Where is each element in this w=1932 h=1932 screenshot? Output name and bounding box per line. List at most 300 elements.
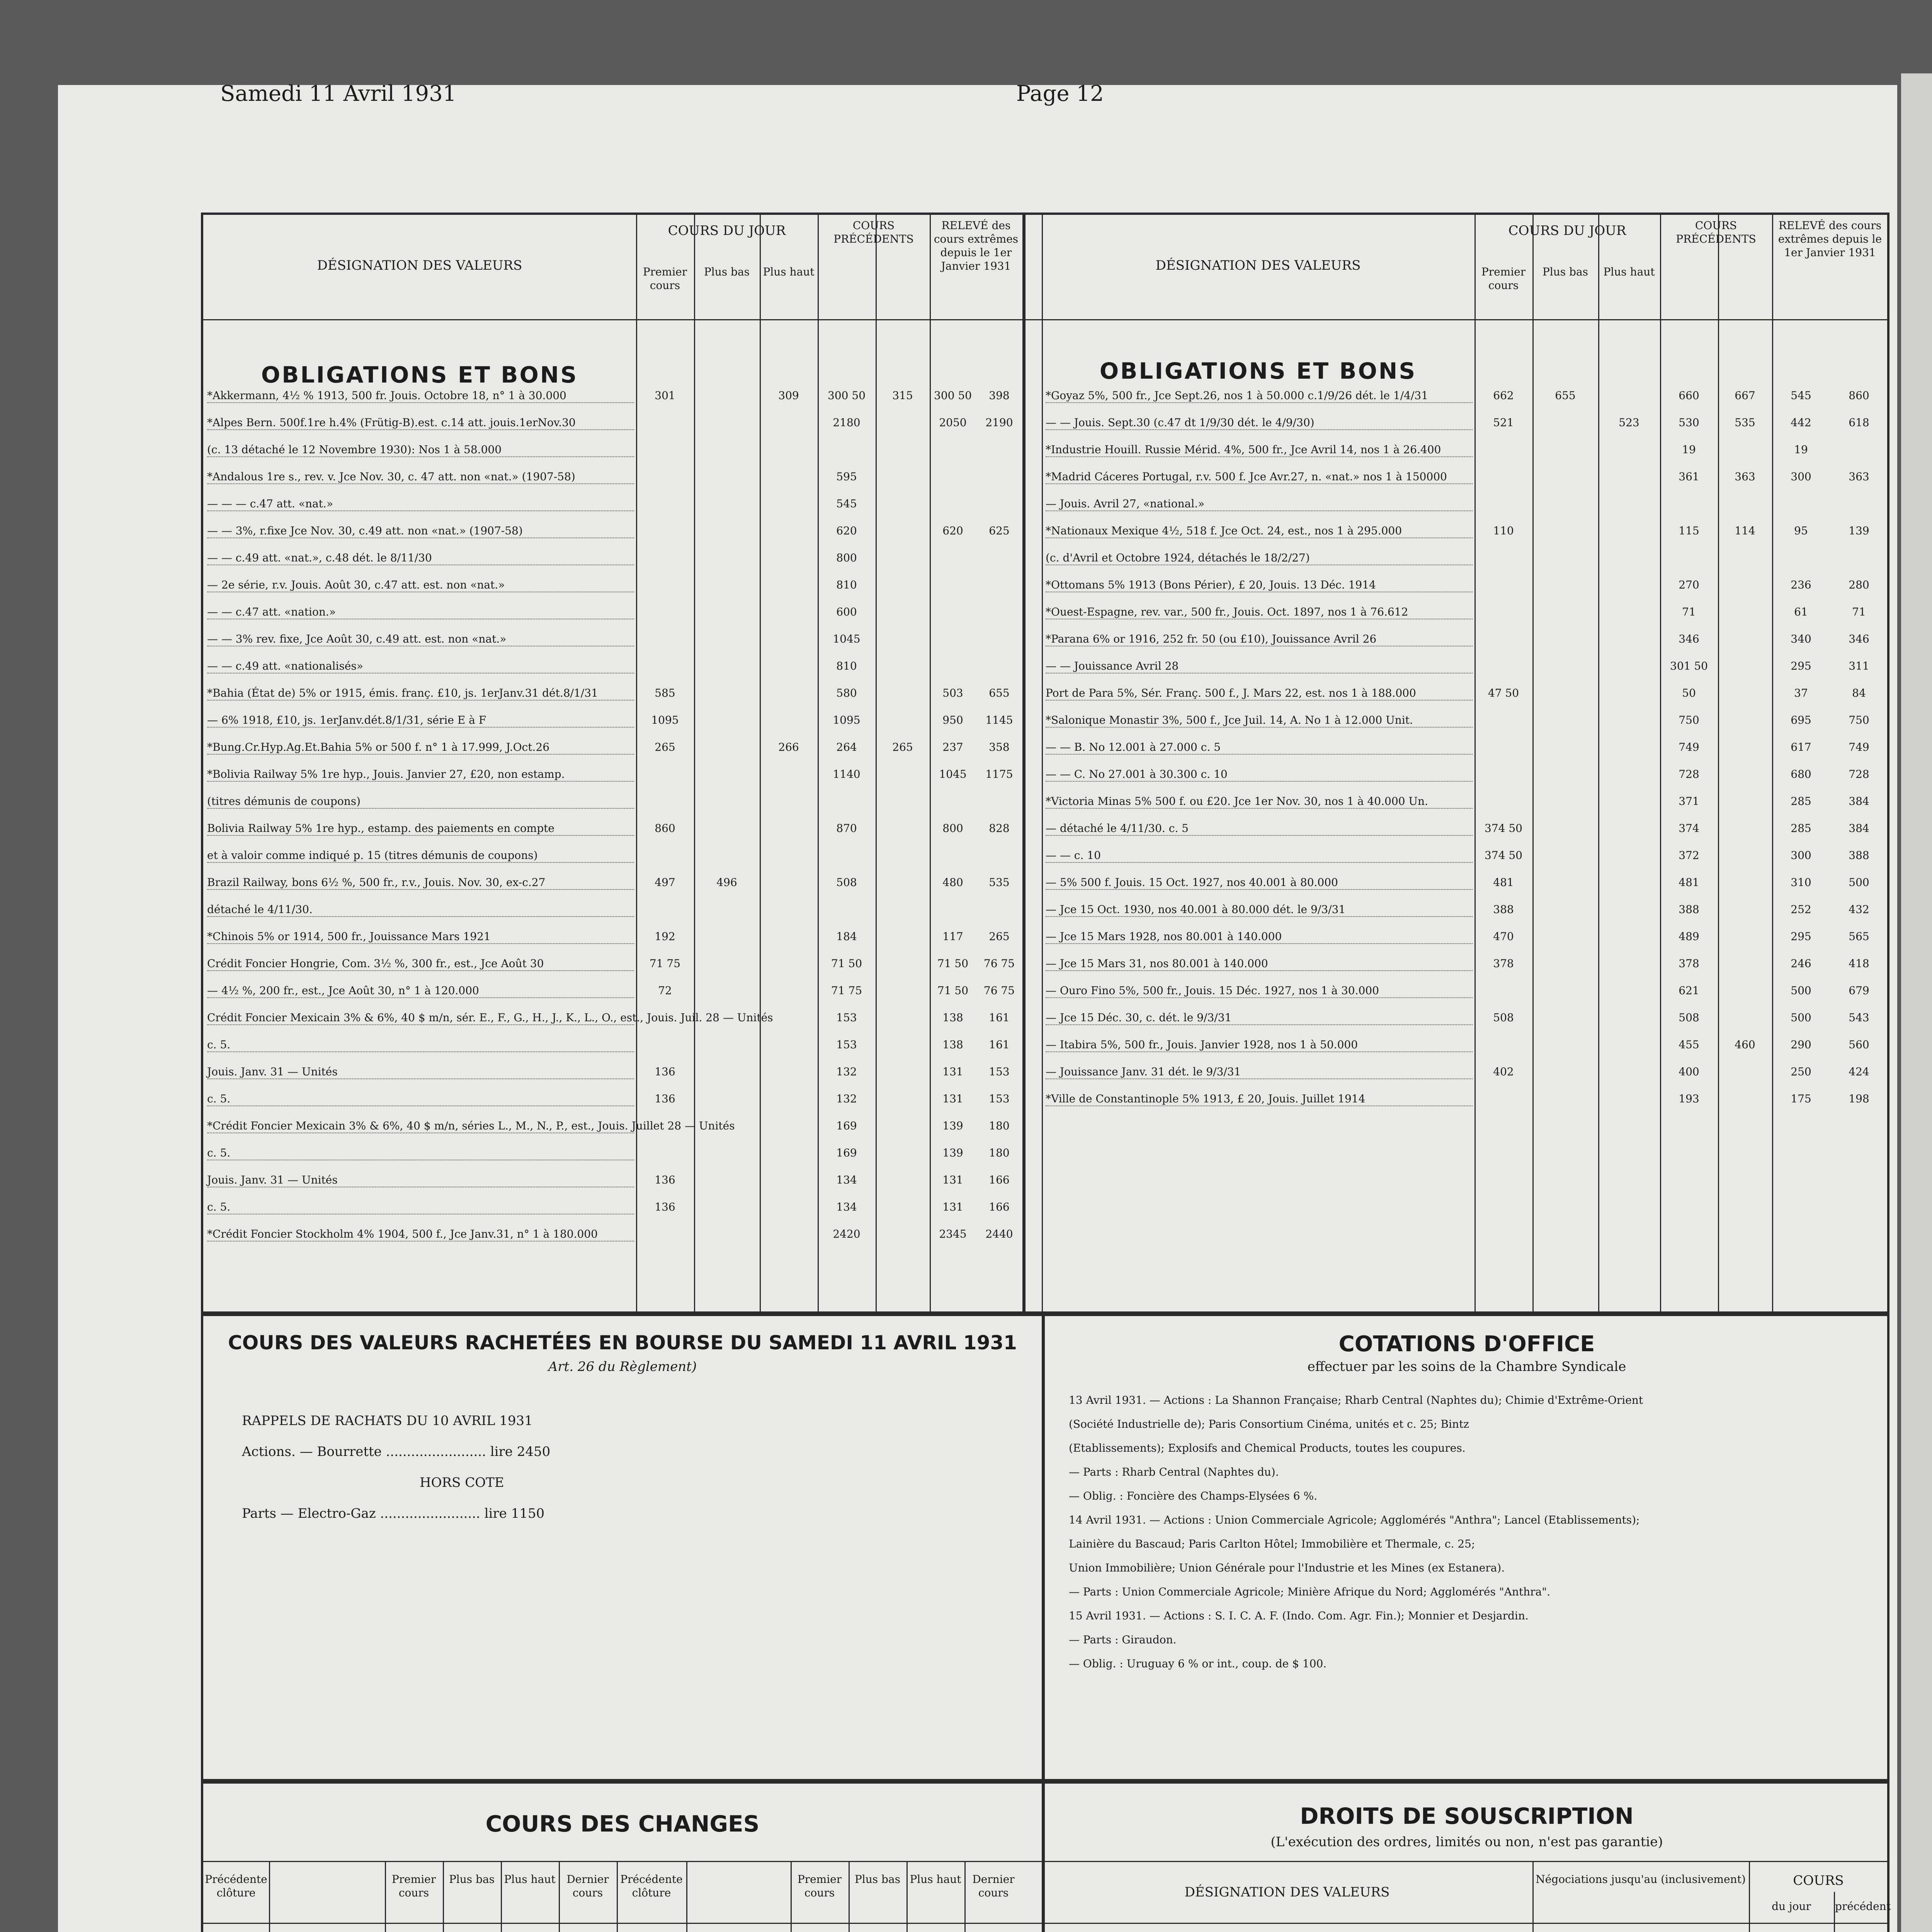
bond-value: 500 bbox=[1791, 984, 1811, 997]
rachats-cotations-block bbox=[201, 1314, 1889, 1781]
bond-value: 398 bbox=[989, 389, 1010, 402]
bond-name: — — 3%, r.fixe Jce Nov. 30, c.49 att. non «nat.» (1907-58) bbox=[207, 524, 634, 538]
bond-value: 481 bbox=[1493, 876, 1514, 889]
bond-value: 810 bbox=[836, 660, 857, 672]
bond-name: — Jce 15 Mars 1928, nos 80.001 à 140.000 bbox=[1046, 930, 1473, 944]
bond-name: — Ouro Fino 5%, 500 fr., Jouis. 15 Déc. 1927, nos 1 à 30.000 bbox=[1046, 984, 1473, 998]
cotation-line: Union Immobilière; Union Générale pour l'Industrie et les Mines (ex Estanera). bbox=[1069, 1561, 1505, 1574]
bond-name: et à valoir comme indiqué p. 15 (titres démunis de coupons) bbox=[207, 849, 634, 863]
bond-value: 749 bbox=[1679, 741, 1699, 753]
bond-value: 310 bbox=[1791, 876, 1811, 889]
bond-value: 76 75 bbox=[983, 984, 1015, 997]
bond-name: Jouis. Janv. 31 — Unités bbox=[207, 1065, 634, 1079]
bond-value: 300 50 bbox=[828, 389, 866, 402]
bond-value: 295 bbox=[1791, 660, 1811, 672]
bond-value: 300 bbox=[1791, 470, 1811, 483]
sousc-col-jour: du jour bbox=[1772, 1900, 1811, 1913]
bond-value: 47 50 bbox=[1488, 687, 1519, 699]
bond-value: 384 bbox=[1849, 822, 1869, 835]
bond-value: 374 50 bbox=[1485, 822, 1522, 835]
bond-value: 131 bbox=[942, 1173, 963, 1186]
bond-value: 508 bbox=[1679, 1011, 1699, 1024]
left-premier-header: Premier cours bbox=[643, 265, 687, 292]
bond-value: 424 bbox=[1849, 1065, 1869, 1078]
bond-value: 418 bbox=[1849, 957, 1869, 970]
cotation-line: Lainière du Bascaud; Paris Carlton Hôtel; Immobilière et Thermale, c. 25; bbox=[1069, 1537, 1475, 1550]
bond-value: 2180 bbox=[833, 416, 861, 429]
bond-name: Brazil Railway, bons 6½ %, 500 fr., r.v., Jouis. Nov. 30, ex-c.27 bbox=[207, 876, 634, 890]
bond-value: 193 bbox=[1679, 1092, 1699, 1105]
bond-value: 1095 bbox=[833, 714, 861, 726]
bond-value: 285 bbox=[1791, 822, 1811, 835]
bond-value: 153 bbox=[836, 1011, 857, 1024]
bond-name: *Victoria Minas 5% 500 f. ou £20. Jce 1er Nov. 30, nos 1 à 40.000 Un. bbox=[1046, 794, 1473, 809]
right-cours-jour-header: COURS DU JOUR bbox=[1508, 223, 1626, 238]
bond-value: 508 bbox=[836, 876, 857, 889]
bond-value: 388 bbox=[1493, 903, 1514, 916]
changes-col-header-right: Plus bas bbox=[854, 1873, 901, 1886]
bond-name: Jouis. Janv. 31 — Unités bbox=[207, 1173, 634, 1187]
left-cours-jour-header: COURS DU JOUR bbox=[668, 223, 786, 238]
bond-value: 300 50 bbox=[934, 389, 972, 402]
bond-value: 115 bbox=[1679, 524, 1699, 537]
sousc-col-designation: DÉSIGNATION DES VALEURS bbox=[1184, 1884, 1390, 1900]
bond-value: 139 bbox=[942, 1119, 963, 1132]
bond-name: — — C. No 27.001 à 30.300 c. 10 bbox=[1046, 767, 1473, 782]
rachat-subtitle: Art. 26 du Règlement) bbox=[548, 1359, 697, 1374]
changes-col-header: Plus haut bbox=[504, 1873, 556, 1886]
bond-value: 136 bbox=[655, 1092, 675, 1105]
right-section-title: OBLIGATIONS ET BONS bbox=[1099, 358, 1417, 384]
bond-name: — 5% 500 f. Jouis. 15 Oct. 1927, nos 40.001 à 80.000 bbox=[1046, 876, 1473, 890]
bond-value: 61 bbox=[1794, 605, 1808, 618]
bond-name: — Jce 15 Déc. 30, c. dét. le 9/3/31 bbox=[1046, 1011, 1473, 1025]
bond-value: 371 bbox=[1679, 795, 1699, 808]
bond-value: 71 bbox=[1682, 605, 1696, 618]
bond-value: 250 bbox=[1791, 1065, 1811, 1078]
right-cours-prec-header: COURS PRÉCÉDENTS bbox=[1676, 219, 1756, 245]
bond-value: 363 bbox=[1735, 470, 1755, 483]
bond-value: 180 bbox=[989, 1146, 1010, 1159]
rachat-line-2: Parts — Electro-Gaz ........................ lire 1150 bbox=[242, 1506, 545, 1521]
bond-name: *Alpes Bern. 500f.1re h.4% (Frütig-B).est. c.14 att. jouis.1erNov.30 bbox=[207, 416, 634, 430]
bond-value: 374 bbox=[1679, 822, 1699, 835]
changes-col-header: Premier cours bbox=[391, 1873, 436, 1899]
bond-value: 680 bbox=[1791, 768, 1811, 781]
bond-value: 153 bbox=[989, 1065, 1010, 1078]
bond-value: 71 50 bbox=[831, 957, 862, 970]
bond-value: 728 bbox=[1679, 768, 1699, 781]
bond-value: 358 bbox=[989, 741, 1010, 753]
bond-value: 264 bbox=[836, 741, 857, 753]
bond-value: 810 bbox=[836, 578, 857, 591]
bond-value: 175 bbox=[1791, 1092, 1811, 1105]
bond-value: 442 bbox=[1791, 416, 1811, 429]
bond-value: 400 bbox=[1679, 1065, 1699, 1078]
bond-value: 1140 bbox=[833, 768, 861, 781]
bond-name: *Bung.Cr.Hyp.Ag.Et.Bahia 5% or 500 f. n° 1 à 17.999, J.Oct.26 bbox=[207, 740, 634, 755]
cotation-line: — Parts : Rharb Central (Naphtes du). bbox=[1069, 1466, 1279, 1478]
right-releve-header: RELEVÉ des cours extrêmes depuis le 1er Janvier 1931 bbox=[1778, 219, 1882, 259]
bond-value: 300 bbox=[1791, 849, 1811, 862]
bond-value: 71 50 bbox=[937, 957, 969, 970]
cotation-line: — Oblig. : Uruguay 6 % or int., coup. de $ 100. bbox=[1069, 1657, 1327, 1670]
bond-value: 246 bbox=[1791, 957, 1811, 970]
bond-name: *Industrie Houill. Russie Mérid. 4%, 500 fr., Jce Avril 14, nos 1 à 26.400 bbox=[1046, 443, 1473, 457]
bond-value: 545 bbox=[1791, 389, 1811, 402]
bond-value: 161 bbox=[989, 1011, 1010, 1024]
bond-value: 545 bbox=[836, 497, 857, 510]
bond-name: *Bahia (État de) 5% or 1915, émis. franç. £10, js. 1erJanv.31 dét.8/1/31 bbox=[207, 686, 634, 701]
bond-name: Bolivia Railway 5% 1re hyp., estamp. des paiements en compte bbox=[207, 821, 634, 836]
bond-name: — 4½ %, 200 fr., est., Jce Août 30, n° 1 à 120.000 bbox=[207, 984, 634, 998]
sousc-col-negociations: Négociations jusqu'au (inclusivement) bbox=[1536, 1873, 1746, 1886]
bond-value: 750 bbox=[1849, 714, 1869, 726]
bond-value: 192 bbox=[655, 930, 675, 943]
bond-value: 1175 bbox=[985, 768, 1013, 781]
sousc-col-precedent: précédent bbox=[1835, 1900, 1891, 1913]
cotation-line: — Parts : Giraudon. bbox=[1069, 1633, 1177, 1646]
bond-value: 290 bbox=[1791, 1038, 1811, 1051]
bond-value: 618 bbox=[1849, 416, 1869, 429]
bond-value: 800 bbox=[942, 822, 963, 835]
bond-name: *Salonique Monastir 3%, 500 f., Jce Juil. 14, A. No 1 à 12.000 Unit. bbox=[1046, 713, 1473, 728]
bond-value: 139 bbox=[1849, 524, 1869, 537]
bond-value: 166 bbox=[989, 1173, 1010, 1186]
bond-value: 500 bbox=[1849, 876, 1869, 889]
bond-value: 340 bbox=[1791, 633, 1811, 645]
bond-value: 311 bbox=[1849, 660, 1869, 672]
bond-name: — détaché le 4/11/30. c. 5 bbox=[1046, 821, 1473, 836]
bond-value: 117 bbox=[942, 930, 963, 943]
bond-value: 110 bbox=[1493, 524, 1514, 537]
bond-name: — — Jouis. Sept.30 (c.47 dt 1/9/30 dét. le 4/9/30) bbox=[1046, 416, 1473, 430]
bond-value: 2050 bbox=[939, 416, 967, 429]
bond-name: *Parana 6% or 1916, 252 fr. 50 (ou £10), Jouissance Avril 26 bbox=[1046, 632, 1473, 646]
bond-name: c. 5. bbox=[207, 1146, 634, 1160]
bond-value: 265 bbox=[892, 741, 913, 753]
bond-value: 870 bbox=[836, 822, 857, 835]
cotation-line: 15 Avril 1931. — Actions : S. I. C. A. F. (Indo. Com. Agr. Fin.); Monnier et Desjardin. bbox=[1069, 1609, 1529, 1622]
bond-value: 285 bbox=[1791, 795, 1811, 808]
bond-value: 301 bbox=[655, 389, 675, 402]
bond-value: 153 bbox=[989, 1092, 1010, 1105]
bond-name: *Chinois 5% or 1914, 500 fr., Jouissance Mars 1921 bbox=[207, 930, 634, 944]
bond-value: 361 bbox=[1679, 470, 1699, 483]
bond-value: 667 bbox=[1735, 389, 1755, 402]
bond-value: 136 bbox=[655, 1201, 675, 1213]
bond-value: 585 bbox=[655, 687, 675, 699]
bond-name: *Nationaux Mexique 4½, 518 f. Jce Oct. 24, est., nos 1 à 295.000 bbox=[1046, 524, 1473, 538]
bond-value: 728 bbox=[1849, 768, 1869, 781]
bond-name: *Crédit Foncier Mexicain 3% & 6%, 40 $ m/n, séries L., M., N., P., est., Jouis. Juillet 28 — Unités bbox=[207, 1119, 634, 1133]
changes-col-header: Plus bas bbox=[449, 1873, 495, 1886]
cotations-subtitle: effectuer par les soins de la Chambre Syndicale bbox=[1307, 1359, 1626, 1374]
bond-value: 265 bbox=[655, 741, 675, 753]
header-date: Samedi 11 Avril 1931 bbox=[220, 81, 457, 106]
bond-name: — — B. No 12.001 à 27.000 c. 5 bbox=[1046, 740, 1473, 755]
bond-name: (c. d'Avril et Octobre 1924, détachés le 18/2/27) bbox=[1046, 551, 1473, 565]
bond-name: *Ouest-Espagne, rev. var., 500 fr., Jouis. Oct. 1897, nos 1 à 76.612 bbox=[1046, 605, 1473, 619]
cotations-title: COTATIONS D'OFFICE bbox=[1338, 1332, 1595, 1357]
bond-name: — — — c.47 att. «nat.» bbox=[207, 497, 634, 511]
bond-name: Port de Para 5%, Sér. Franç. 500 f., J. Mars 22, est. nos 1 à 188.000 bbox=[1046, 686, 1473, 701]
bond-value: 388 bbox=[1679, 903, 1699, 916]
bond-value: 2440 bbox=[985, 1228, 1013, 1240]
bond-value: 535 bbox=[1735, 416, 1755, 429]
bond-name: c. 5. bbox=[207, 1038, 634, 1052]
bond-value: 295 bbox=[1791, 930, 1811, 943]
bond-value: 625 bbox=[989, 524, 1010, 537]
bond-value: 455 bbox=[1679, 1038, 1699, 1051]
bond-value: 384 bbox=[1849, 795, 1869, 808]
adjacent-page-edge bbox=[1901, 73, 1932, 1932]
bond-name: c. 5. bbox=[207, 1092, 634, 1106]
cotation-line: 13 Avril 1931. — Actions : La Shannon Française; Rharb Central (Naphtes du); Chimie d'Extrême-Orient bbox=[1069, 1394, 1643, 1406]
bond-name: — — 3% rev. fixe, Jce Août 30, c.49 att. est. non «nat.» bbox=[207, 632, 634, 646]
bond-value: 565 bbox=[1849, 930, 1869, 943]
bond-value: 543 bbox=[1849, 1011, 1869, 1024]
bond-value: 521 bbox=[1493, 416, 1514, 429]
bond-value: 378 bbox=[1493, 957, 1514, 970]
bond-name: (c. 13 détaché le 12 Novembre 1930): Nos 1 à 58.000 bbox=[207, 443, 634, 457]
bond-name: — Itabira 5%, 500 fr., Jouis. Janvier 1928, nos 1 à 50.000 bbox=[1046, 1038, 1473, 1052]
main-quotation-table bbox=[201, 213, 1889, 1314]
bond-value: 523 bbox=[1619, 416, 1639, 429]
bond-name: *Crédit Foncier Stockholm 4% 1904, 500 f., Jce Janv.31, n° 1 à 180.000 bbox=[207, 1227, 634, 1242]
bond-value: 19 bbox=[1682, 443, 1696, 456]
bond-name: *Ottomans 5% 1913 (Bons Périer), £ 20, Jouis. 13 Déc. 1914 bbox=[1046, 578, 1473, 592]
bond-value: 497 bbox=[655, 876, 675, 889]
left-section-title: OBLIGATIONS ET BONS bbox=[261, 362, 578, 388]
changes-col-header-right: Précédente clôture bbox=[620, 1873, 683, 1899]
bond-value: 198 bbox=[1849, 1092, 1869, 1105]
cotation-line: — Oblig. : Foncière des Champs-Elysées 6 %. bbox=[1069, 1490, 1318, 1502]
bond-value: 136 bbox=[655, 1173, 675, 1186]
bond-value: 1045 bbox=[833, 633, 861, 645]
right-plushaut-header: Plus haut bbox=[1603, 265, 1655, 278]
bond-value: 71 75 bbox=[831, 984, 862, 997]
bond-value: 114 bbox=[1735, 524, 1755, 537]
bond-name: *Ville de Constantinople 5% 1913, £ 20, Jouis. Juillet 1914 bbox=[1046, 1092, 1473, 1106]
bond-value: 620 bbox=[942, 524, 963, 537]
bond-value: 301 50 bbox=[1670, 660, 1708, 672]
left-designation-header: DÉSIGNATION DES VALEURS bbox=[317, 258, 522, 273]
bond-name: — — c.49 att. «nat.», c.48 dét. le 8/11/30 bbox=[207, 551, 634, 565]
bond-value: 169 bbox=[836, 1146, 857, 1159]
bond-value: 621 bbox=[1679, 984, 1699, 997]
bond-value: 655 bbox=[1555, 389, 1576, 402]
bond-name: détaché le 4/11/30. bbox=[207, 903, 634, 917]
bond-value: 131 bbox=[942, 1065, 963, 1078]
left-releve-header: RELEVÉ des cours extrêmes depuis le 1er Janvier 1931 bbox=[934, 219, 1019, 272]
changes-col-header-right: Premier cours bbox=[797, 1873, 842, 1899]
right-designation-header: DÉSIGNATION DES VALEURS bbox=[1155, 258, 1361, 273]
bond-value: 19 bbox=[1794, 443, 1808, 456]
bond-value: 950 bbox=[942, 714, 963, 726]
rachat-title: COURS DES VALEURS RACHETÉES EN BOURSE DU SAMEDI 11 AVRIL 1931 bbox=[228, 1332, 1017, 1354]
bond-name: Crédit Foncier Hongrie, Com. 3½ %, 300 fr., est., Jce Août 30 bbox=[207, 957, 634, 971]
bond-value: 37 bbox=[1794, 687, 1808, 699]
bond-value: 750 bbox=[1679, 714, 1699, 726]
bond-value: 237 bbox=[942, 741, 963, 753]
bond-name: c. 5. bbox=[207, 1200, 634, 1214]
bond-value: 560 bbox=[1849, 1038, 1869, 1051]
bond-value: 655 bbox=[989, 687, 1010, 699]
bond-value: 180 bbox=[989, 1119, 1010, 1132]
bond-value: 460 bbox=[1735, 1038, 1755, 1051]
bond-name: *Madrid Cáceres Portugal, r.v. 500 f. Jce Avr.27, n. «nat.» nos 1 à 150000 bbox=[1046, 470, 1473, 484]
bond-value: 346 bbox=[1679, 633, 1699, 645]
bond-value: 508 bbox=[1493, 1011, 1514, 1024]
bond-value: 2345 bbox=[939, 1228, 967, 1240]
bond-value: 132 bbox=[836, 1092, 857, 1105]
bond-value: 530 bbox=[1679, 416, 1699, 429]
changes-col-header-right: Plus haut bbox=[910, 1873, 961, 1886]
cotation-line: 14 Avril 1931. — Actions : Union Commerciale Agricole; Agglomérés "Anthra"; Lancel (Etablissements); bbox=[1069, 1514, 1640, 1526]
bond-value: 363 bbox=[1849, 470, 1869, 483]
bond-value: 828 bbox=[989, 822, 1010, 835]
changes-title: COURS DES CHANGES bbox=[485, 1811, 760, 1837]
bond-value: 388 bbox=[1849, 849, 1869, 862]
bond-value: 315 bbox=[892, 389, 913, 402]
bond-value: 378 bbox=[1679, 957, 1699, 970]
bond-value: 481 bbox=[1679, 876, 1699, 889]
rachat-line-1: Actions. — Bourrette ........................ lire 2450 bbox=[242, 1444, 551, 1459]
bond-name: — Jce 15 Oct. 1930, nos 40.001 à 80.000 dét. le 9/3/31 bbox=[1046, 903, 1473, 917]
bond-value: 265 bbox=[989, 930, 1010, 943]
bond-value: 480 bbox=[942, 876, 963, 889]
bond-name: — — c.47 att. «nation.» bbox=[207, 605, 634, 619]
bond-value: 138 bbox=[942, 1011, 963, 1024]
bond-value: 50 bbox=[1682, 687, 1696, 699]
left-plusbas-header: Plus bas bbox=[704, 265, 750, 278]
bond-value: 131 bbox=[942, 1092, 963, 1105]
cotation-line: (Société Industrielle de); Paris Consortium Cinéma, unités et c. 25; Bintz bbox=[1069, 1418, 1469, 1430]
sousc-col-cours: COURS bbox=[1793, 1873, 1844, 1888]
bond-value: 139 bbox=[942, 1146, 963, 1159]
bond-name: — 6% 1918, £10, js. 1erJanv.dét.8/1/31, série E à F bbox=[207, 713, 634, 728]
bond-value: 153 bbox=[836, 1038, 857, 1051]
bond-value: 860 bbox=[1849, 389, 1869, 402]
bond-value: 84 bbox=[1852, 687, 1866, 699]
bond-value: 270 bbox=[1679, 578, 1699, 591]
bond-name: — Jouis. Avril 27, «national.» bbox=[1046, 497, 1473, 511]
right-premier-header: Premier cours bbox=[1481, 265, 1526, 292]
bond-value: 489 bbox=[1679, 930, 1699, 943]
bond-value: 71 75 bbox=[649, 957, 681, 970]
changes-col-header: Dernier cours bbox=[566, 1873, 609, 1899]
bond-value: 1045 bbox=[939, 768, 967, 781]
bond-value: 617 bbox=[1791, 741, 1811, 753]
bond-value: 161 bbox=[989, 1038, 1010, 1051]
bond-value: 749 bbox=[1849, 741, 1869, 753]
right-plusbas-header: Plus bas bbox=[1542, 265, 1588, 278]
bond-name: — Jouissance Janv. 31 dét. le 9/3/31 bbox=[1046, 1065, 1473, 1079]
bond-name: Crédit Foncier Mexicain 3% & 6%, 40 $ m/n, sér. E., F., G., H., J., K., L., O., est., Jouis. Juil. 28 — Unités bbox=[207, 1011, 634, 1025]
cotation-line: — Parts : Union Commerciale Agricole; Minière Afrique du Nord; Agglomérés "Anthra". bbox=[1069, 1585, 1551, 1598]
header-page-number: Page 12 bbox=[1016, 81, 1104, 106]
bond-value: 496 bbox=[716, 876, 737, 889]
cotation-line: (Etablissements); Explosifs and Chemical Products, toutes les coupures. bbox=[1069, 1442, 1466, 1454]
bond-name: *Andalous 1re s., rev. v. Jce Nov. 30, c. 47 att. non «nat.» (1907-58) bbox=[207, 470, 634, 484]
bond-value: 374 50 bbox=[1485, 849, 1522, 862]
bond-value: 2420 bbox=[833, 1228, 861, 1240]
bond-value: 620 bbox=[836, 524, 857, 537]
bond-value: 800 bbox=[836, 551, 857, 564]
bond-value: 595 bbox=[836, 470, 857, 483]
changes-souscription-block bbox=[201, 1781, 1889, 1932]
bond-value: 266 bbox=[778, 741, 799, 753]
bond-value: 134 bbox=[836, 1201, 857, 1213]
bond-value: 695 bbox=[1791, 714, 1811, 726]
bond-name: *Goyaz 5%, 500 fr., Jce Sept.26, nos 1 à 50.000 c.1/9/26 dét. le 1/4/31 bbox=[1046, 389, 1473, 403]
bond-value: 402 bbox=[1493, 1065, 1514, 1078]
rachat-hors-cote: HORS COTE bbox=[420, 1475, 504, 1490]
bond-name: (titres démunis de coupons) bbox=[207, 794, 634, 809]
bond-value: 309 bbox=[778, 389, 799, 402]
bond-value: 580 bbox=[836, 687, 857, 699]
bond-name: — Jce 15 Mars 31, nos 80.001 à 140.000 bbox=[1046, 957, 1473, 971]
bond-value: 1095 bbox=[651, 714, 679, 726]
bond-value: 252 bbox=[1791, 903, 1811, 916]
bond-value: 72 bbox=[658, 984, 672, 997]
bond-value: 2190 bbox=[985, 416, 1013, 429]
bond-name: — — c.49 att. «nationalisés» bbox=[207, 659, 634, 673]
left-plushaut-header: Plus haut bbox=[763, 265, 815, 278]
bond-value: 132 bbox=[836, 1065, 857, 1078]
rachat-rappels: RAPPELS DE RACHATS DU 10 AVRIL 1931 bbox=[242, 1413, 533, 1429]
souscription-subtitle: (L'exécution des ordres, limités ou non, n'est pas garantie) bbox=[1270, 1834, 1663, 1850]
bond-value: 503 bbox=[942, 687, 963, 699]
souscription-title: DROITS DE SOUSCRIPTION bbox=[1300, 1803, 1634, 1829]
bond-value: 95 bbox=[1794, 524, 1808, 537]
bond-value: 432 bbox=[1849, 903, 1869, 916]
bond-value: 138 bbox=[942, 1038, 963, 1051]
bond-name: — 2e série, r.v. Jouis. Août 30, c.47 att. est. non «nat.» bbox=[207, 578, 634, 592]
bond-value: 1145 bbox=[985, 714, 1013, 726]
bond-value: 372 bbox=[1679, 849, 1699, 862]
bond-value: 346 bbox=[1849, 633, 1869, 645]
bond-value: 470 bbox=[1493, 930, 1514, 943]
bond-value: 184 bbox=[836, 930, 857, 943]
bond-name: *Akkermann, 4½ % 1913, 500 fr. Jouis. Octobre 18, n° 1 à 30.000 bbox=[207, 389, 634, 403]
bond-name: *Bolivia Railway 5% 1re hyp., Jouis. Janvier 27, £20, non estamp. bbox=[207, 767, 634, 782]
bond-value: 71 bbox=[1852, 605, 1866, 618]
bond-value: 136 bbox=[655, 1065, 675, 1078]
bond-value: 662 bbox=[1493, 389, 1514, 402]
bond-value: 71 50 bbox=[937, 984, 969, 997]
bond-value: 166 bbox=[989, 1201, 1010, 1213]
bond-value: 535 bbox=[989, 876, 1010, 889]
bond-value: 131 bbox=[942, 1201, 963, 1213]
changes-col-header: Précédente clôture bbox=[205, 1873, 267, 1899]
bond-value: 860 bbox=[655, 822, 675, 835]
bond-value: 169 bbox=[836, 1119, 857, 1132]
bond-value: 600 bbox=[836, 605, 857, 618]
bond-value: 500 bbox=[1791, 1011, 1811, 1024]
bond-name: — — c. 10 bbox=[1046, 849, 1473, 863]
bond-value: 280 bbox=[1849, 578, 1869, 591]
bond-value: 134 bbox=[836, 1173, 857, 1186]
bond-value: 679 bbox=[1849, 984, 1869, 997]
changes-col-header-right: Dernier cours bbox=[972, 1873, 1015, 1899]
bond-value: 660 bbox=[1679, 389, 1699, 402]
bond-name: — — Jouissance Avril 28 bbox=[1046, 659, 1473, 673]
bond-value: 236 bbox=[1791, 578, 1811, 591]
bond-value: 76 75 bbox=[983, 957, 1015, 970]
left-cours-prec-header: COURS PRÉCÉDENTS bbox=[833, 219, 914, 245]
